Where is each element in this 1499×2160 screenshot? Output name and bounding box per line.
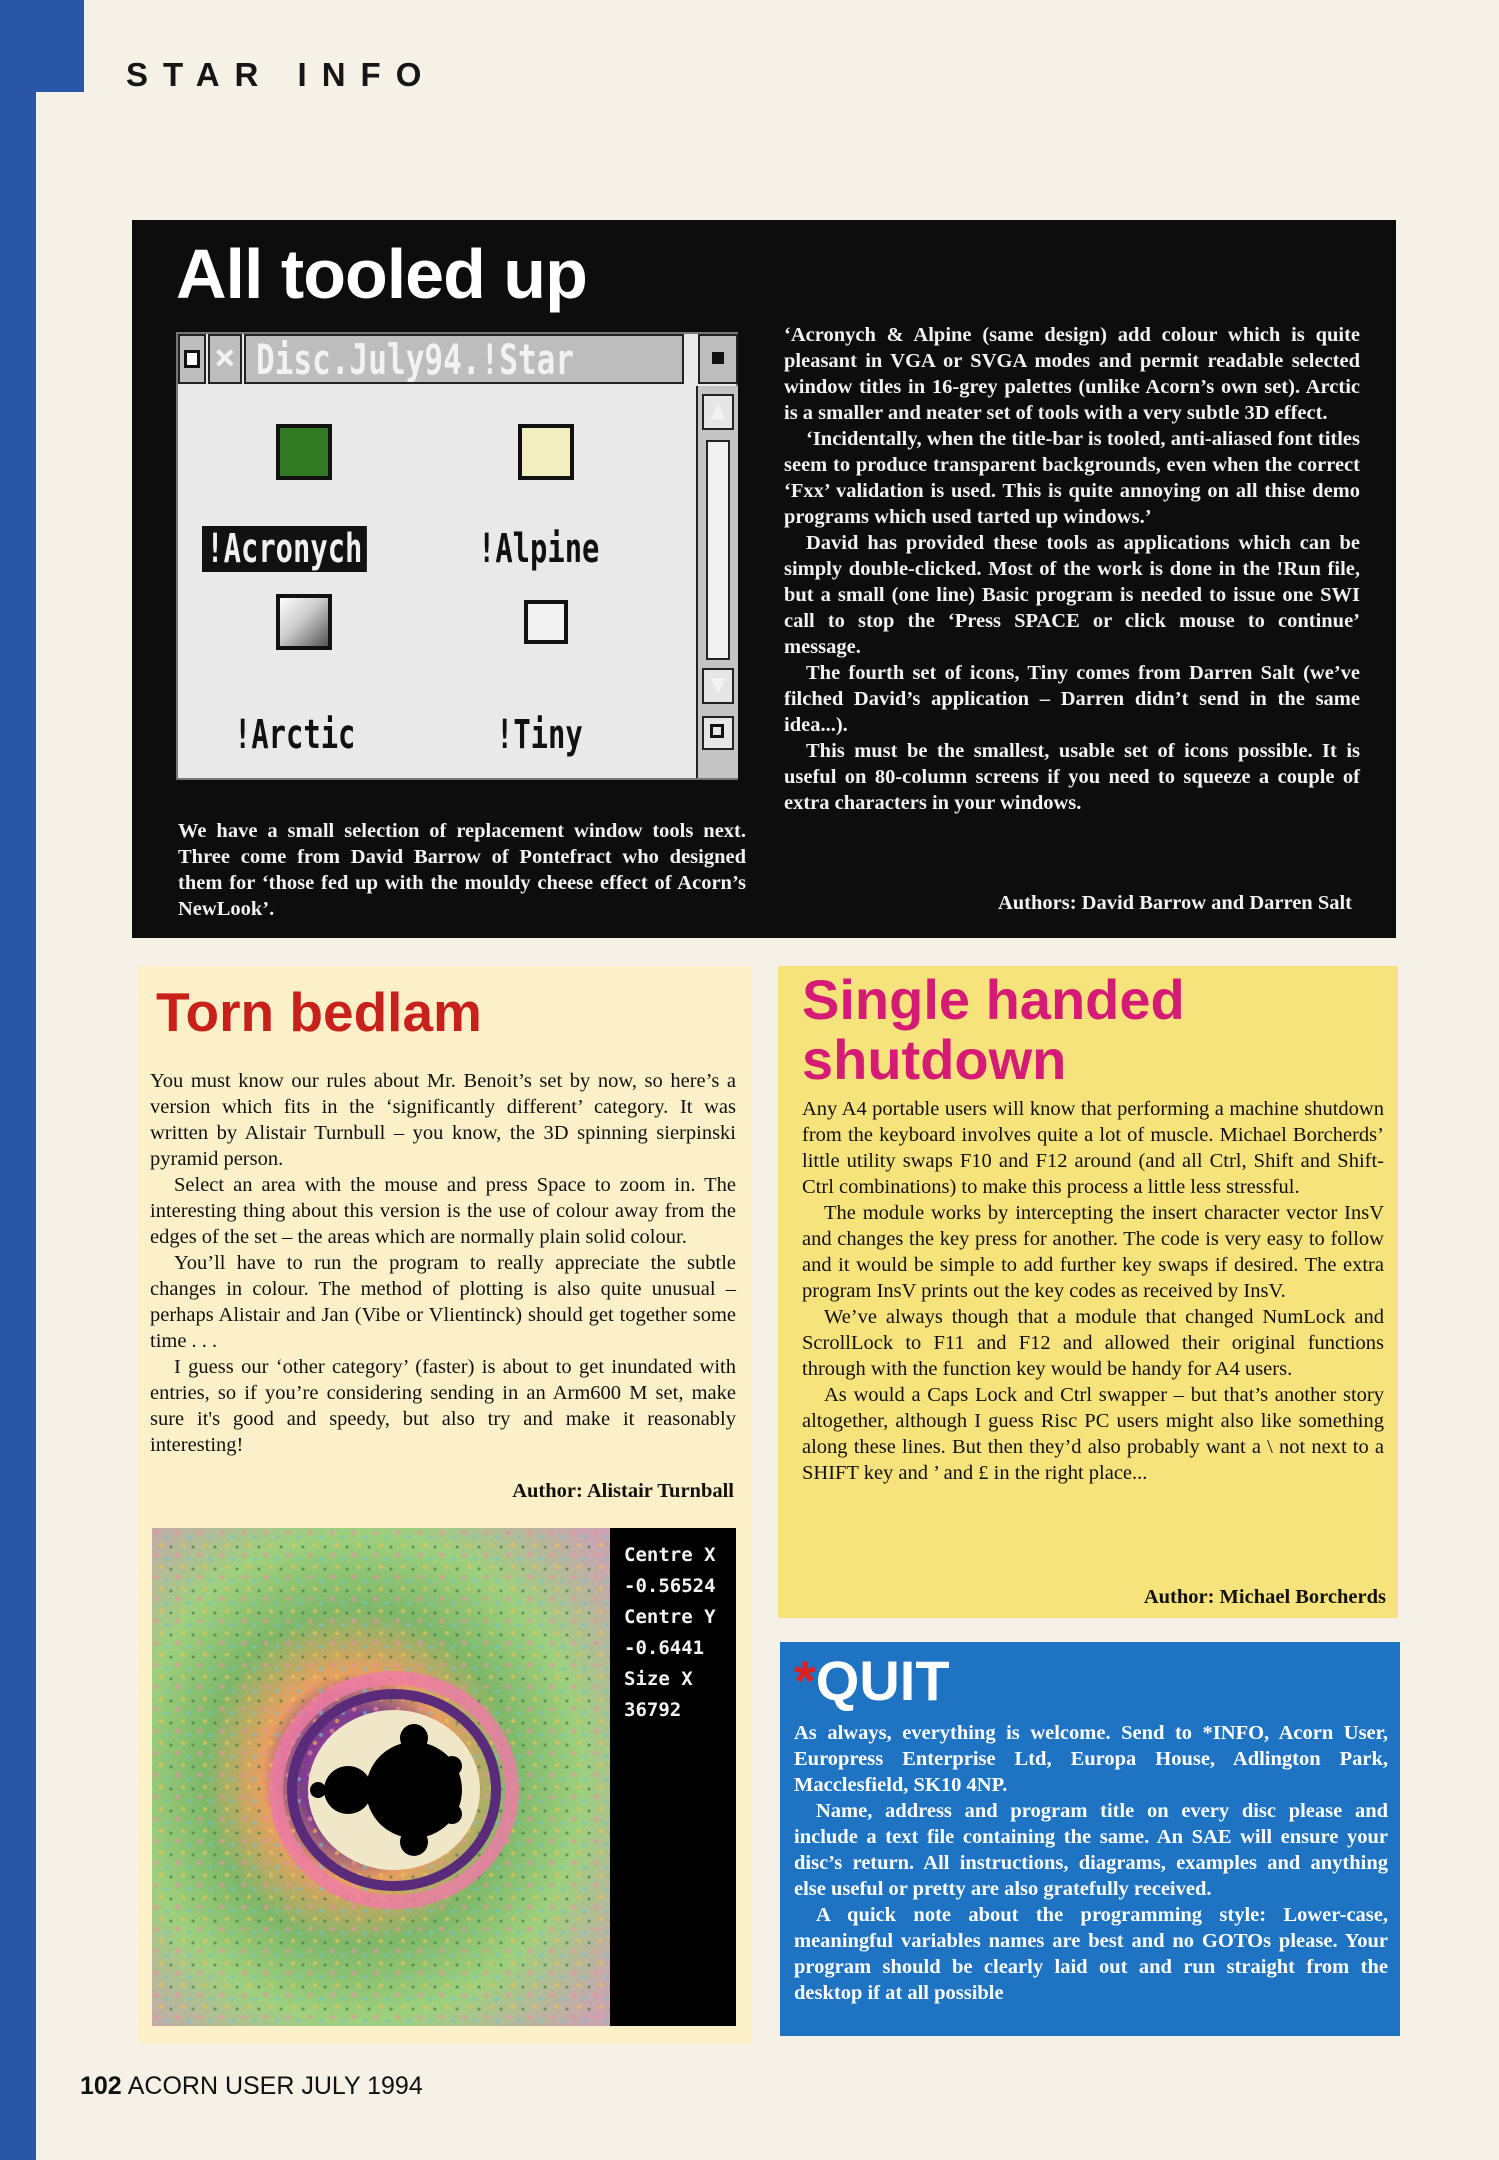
vertical-scrollbar	[696, 386, 738, 778]
tools-title: All tooled up	[176, 235, 587, 313]
resize-icon	[702, 716, 734, 750]
readout-line: -0.6441	[624, 1637, 705, 1659]
paragraph: David has provided these tools as applications which can be simply double-clicked. Most of the work is done in the !Run file, but a small (one line) Basic program is needed to issue one SWI call to stop the ‘Press SPACE or click mouse to continue’ message.	[784, 532, 1360, 658]
toggle-size-icon	[698, 334, 738, 384]
shutdown-author: Author: Michael Borcherds	[1143, 1586, 1386, 1608]
paragraph: As would a Caps Lock and Ctrl swapper – but that’s another story altogether, although I guess Risc PC users might also like something along these lines. But then they’d also probably want a \ not next to a SHIFT key and ’ and £ in the right place...	[802, 1384, 1384, 1484]
paragraph: The module works by intercepting the insert character vector InsV and changes the key press for another. The code is very easy to follow and it would be simple to add further key swaps if desired. The extra program InsV prints out the key codes as received by InsV.	[802, 1202, 1384, 1302]
tools-author: Authors: David Barrow and Darren Salt	[997, 892, 1352, 914]
quit-title	[794, 1648, 950, 1713]
section-header: STAR INFO	[126, 56, 437, 93]
tools-article	[132, 220, 1396, 938]
window-tools-screenshot	[176, 332, 738, 780]
tiny-close-icon	[524, 600, 568, 644]
paragraph: We’ve always though that a module that changed NumLock and ScrollLock to F11 and F12 and allowed their original functions through with the function key would be handy for A4 users.	[802, 1306, 1384, 1380]
scroll-thumb	[706, 440, 730, 660]
paragraph: ‘Acronych & Alpine (same design) add colour which is quite pleasant in VGA or SVGA modes and permit readable selected window titles in 16-grey palettes (unlike Acorn’s own set). Arctic is a smaller and neater set of tools with a very subtle 3D effect.	[784, 324, 1360, 424]
paragraph: You’ll have to run the program to really appreciate the subtle changes in colour. The method of plotting is also quite unusual – perhaps Alistair and Jan (Vibe or Vlientinck) should get together some time . . .	[150, 1252, 736, 1352]
zoom-readout	[624, 1540, 716, 1726]
paragraph: This must be the smallest, usable set of icons possible. It is useful on 80-column screens if you need to squeeze a couple of extra characters in your windows.	[784, 740, 1360, 814]
paragraph: ‘Incidentally, when the title-bar is tooled, anti-aliased font titles seem to produce transparent backgrounds, even when the correct ‘Fxx’ validation is used. This is quite annoying on all thise demo programs which used tarted up windows.’	[784, 428, 1360, 528]
paragraph: As always, everything is welcome. Send to *INFO, Acorn User, Europress Enterprise Ltd, Europa House, Adlington Park, Macclesfield, SK10 4NP.	[794, 1722, 1388, 1796]
arctic-label: !Arctic	[234, 712, 356, 758]
tiny-label: !Tiny	[496, 712, 583, 758]
page-footer	[80, 2072, 423, 2101]
quit-box	[780, 1642, 1400, 2036]
alpine-label: !Alpine	[478, 526, 600, 572]
scroll-down-icon: ▼	[702, 668, 734, 704]
acronych-close-icon	[276, 424, 332, 480]
readout-line: 36792	[624, 1699, 682, 1721]
close-tool-icon: ×	[208, 334, 242, 384]
paragraph: Name, address and program title on every disc please and include a text file containing the same. An SAE will ensure your disc’s return. All instructions, diagrams, examples and anything else useful or pretty are also gratefully received.	[794, 1800, 1388, 1900]
page-edge-tab	[36, 0, 84, 92]
acronych-label: !Acronych	[202, 526, 367, 572]
window-title: Disc.July94.!Star	[256, 335, 575, 384]
tools-body	[784, 322, 1360, 816]
scroll-up-icon: ▲	[702, 394, 734, 430]
window-title-bar	[244, 334, 684, 384]
page-number: 102	[80, 2072, 122, 2100]
torn-title: Torn bedlam	[156, 981, 482, 1043]
arctic-close-icon	[276, 594, 332, 650]
paragraph: I guess our ‘other category’ (faster) is about to get inundated with entries, so if you’re considering sending in an Arm600 M set, make sure it's good and speedy, but also try and make it reasonably interesting!	[150, 1356, 736, 1456]
paragraph: A quick note about the programming style: Lower-case, meaningful variables names are best and no GOTOs please. Your program should be clearly laid out and run straight from the desktop if at all possible	[794, 1904, 1388, 2004]
shutdown-article	[778, 966, 1398, 1618]
quit-body	[794, 1720, 1388, 2006]
torn-author: Author: Alistair Turnball	[512, 1480, 734, 1502]
shutdown-title	[802, 970, 1382, 1090]
paragraph: You must know our rules about Mr. Benoit’s set by now, so here’s a version which fits in the ‘significantly different’ category. It was written by Alistair Turnbull – you know, the 3D spinning sierpinski pyramid person.	[150, 1070, 736, 1170]
paragraph: The fourth set of icons, Tiny comes from Darren Salt (we’ve filched David’s application – Darren didn’t send in the same idea...).	[784, 662, 1360, 736]
shutdown-body	[802, 1096, 1384, 1486]
footer-text: ACORN USER JULY 1994	[127, 2072, 423, 2100]
asterisk-icon: *	[794, 1649, 816, 1712]
back-tool-icon	[178, 334, 206, 384]
tools-caption: We have a small selection of replacement window tools next. Three come from David Barrow of Pontefract who designed them for ‘those fed up with the mouldy cheese effect of Acorn’s NewLook’.	[178, 820, 746, 920]
title-line: shutdown	[802, 1028, 1067, 1091]
torn-body	[150, 1068, 736, 1458]
readout-line: -0.56524	[624, 1575, 716, 1597]
paragraph: Select an area with the mouse and press Space to zoom in. The interesting thing about this version is the use of colour away from the edges of the set – the areas which are normally plain solid colour.	[150, 1174, 736, 1248]
torn-article	[138, 966, 752, 2044]
readout-line: Centre Y	[624, 1606, 716, 1628]
title-line: Single handed	[802, 968, 1185, 1031]
readout-line: Centre X	[624, 1544, 716, 1566]
paragraph: Any A4 portable users will know that performing a machine shutdown from the keyboard involves quite a lot of muscle. Michael Borcherds’ little utility swaps F10 and F12 around (and all Ctrl, Shift and Shift-Ctrl combinations) to make this process a little less stressful.	[802, 1098, 1384, 1198]
page-edge-bar	[0, 0, 36, 2160]
quit-title-text: QUIT	[815, 1649, 950, 1712]
alpine-close-icon	[518, 424, 574, 480]
mandelbrot-screenshot	[152, 1528, 736, 2026]
readout-line: Size X	[624, 1668, 693, 1690]
